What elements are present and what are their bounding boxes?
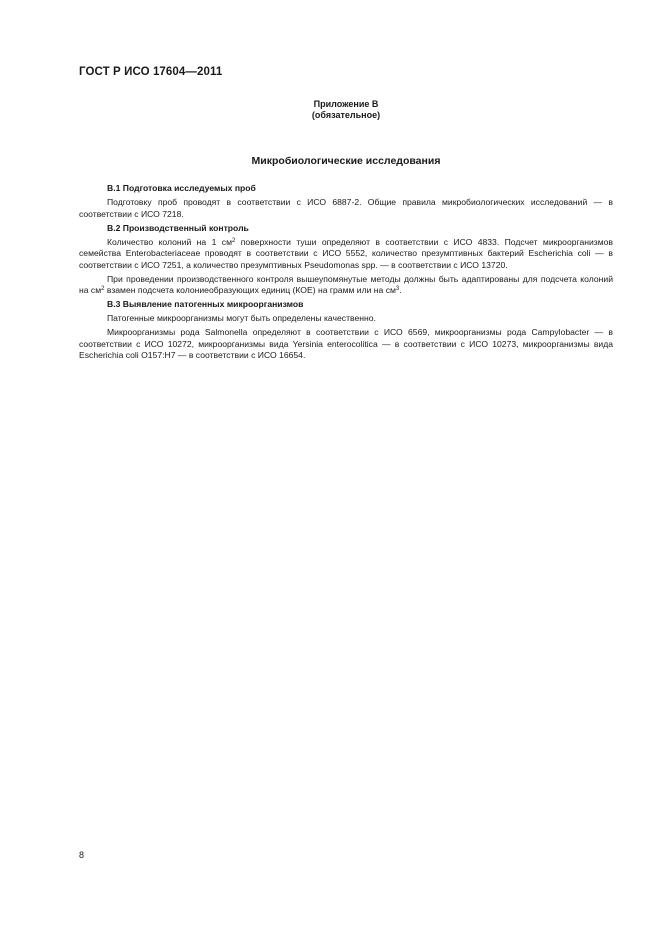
paragraph-text: поверхности туши определяют в соответствии с ИСО 4833. Подсчет микроорганизмов семейства Enterobacteriaceae проводят в соответствии с ИСО 5552, количество презумптивных бактерий Escherichia coli — в соответствии с ИСО 7251, а количество презумптивных Pseudomonas spp. — в соответствии с ИСО 13720. — [79, 236, 613, 270]
paragraph: Подготовку проб проводят в соответствии с ИСО 6887-2. Общие правила микробиологических исследований — в соответствии с ИСО 7218. — [79, 196, 613, 219]
annex-heading — [79, 99, 613, 121]
standard-header: ГОСТ Р ИСО 17604—2011 — [79, 66, 223, 78]
paragraph-text: При проведении производственного контроля вышеупомянутые методы должны быть адаптированы для подсчета колоний на см — [79, 273, 613, 296]
section-heading: В.1 Подготовка исследуемых проб — [107, 183, 256, 193]
superscript: 2 — [232, 237, 236, 244]
annex-label: Приложение В — [313, 99, 379, 109]
annex-title: Микробиологические исследования — [251, 155, 441, 167]
paragraph-text: . — [399, 285, 402, 296]
document-body — [79, 183, 613, 364]
section-heading: В.3 Выявление патогенных микроорганизмов — [107, 299, 304, 310]
paragraph: Микроорганизмы рода Salmonella определяют в соответствии с ИСО 6569, микроорганизмы рода Campylobacter — в соответствии с ИСО 10272, микроорганизмы вида Yersinia enterocolitica — в соответствии с ИСО 10273, микроорганизмы вида Escherichia coli O157:H7 — в соответствии с ИСО 16654. — [79, 327, 613, 361]
page-number: 8 — [79, 850, 85, 860]
paragraph: Патогенные микроорганизмы могут быть определены качественно. — [107, 313, 376, 324]
paragraph — [79, 237, 613, 272]
superscript: 3 — [395, 286, 400, 293]
superscript: 2 — [101, 286, 105, 293]
paragraph-text: Количество колоний на 1 см — [107, 236, 232, 247]
paragraph-text: взамен подсчета колониеобразующих единиц (КОЕ) на грамм или на см — [104, 285, 396, 296]
paragraph — [79, 274, 613, 297]
annex-status: (обязательное) — [311, 110, 381, 120]
section-heading: В.2 Производственный контроль — [107, 222, 249, 233]
